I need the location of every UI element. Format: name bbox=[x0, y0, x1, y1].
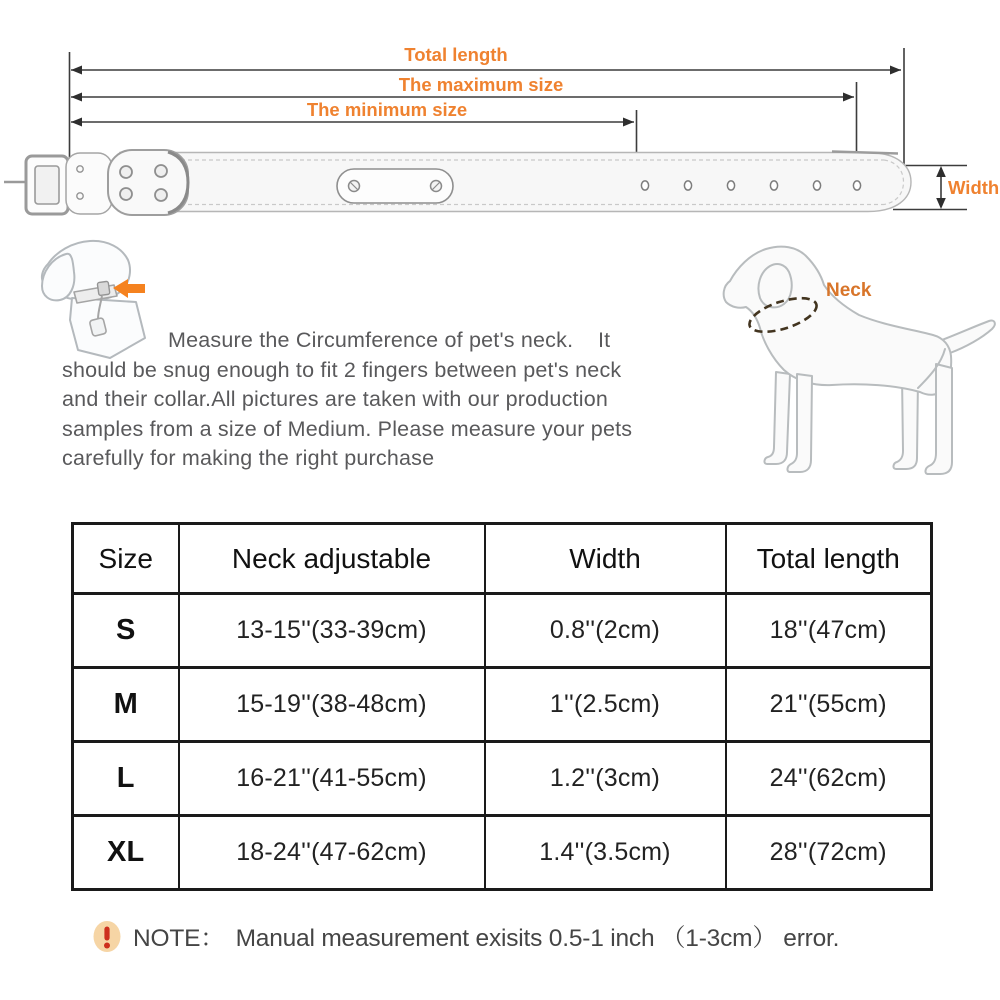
col-header-width: Width bbox=[485, 524, 726, 594]
cell-size: S bbox=[73, 594, 179, 668]
note-text: Manual measurement exisits 0.5-1 inch （1-3cm） error. bbox=[235, 925, 840, 952]
dog-ear bbox=[42, 254, 74, 301]
dog-body bbox=[724, 247, 952, 395]
collar-strap bbox=[120, 153, 911, 212]
col-header-neck-adjustable: Neck adjustable bbox=[179, 524, 485, 594]
cell-neck: 18-24''(47-62cm) bbox=[179, 816, 485, 890]
cell-neck: 15-19''(38-48cm) bbox=[179, 668, 485, 742]
collar-measurement-diagram bbox=[0, 0, 1000, 235]
collar-buckle bbox=[97, 281, 110, 295]
maximum-size-label: The maximum size bbox=[398, 74, 564, 95]
table-row-s bbox=[73, 594, 932, 668]
cell-neck: 13-15''(33-39cm) bbox=[179, 594, 485, 668]
width-label: Width bbox=[948, 177, 1000, 198]
table-header-row bbox=[73, 524, 932, 594]
table-row-m bbox=[73, 668, 932, 742]
cell-total-length: 18''(47cm) bbox=[726, 594, 932, 668]
cell-width: 0.8''(2cm) bbox=[485, 594, 726, 668]
cell-neck: 16-21''(41-55cm) bbox=[179, 742, 485, 816]
col-header-total-length: Total length bbox=[726, 524, 932, 594]
table-row-xl bbox=[73, 816, 932, 890]
instruction-line: Measure the Circumference of pet's neck. It bbox=[168, 328, 611, 352]
cell-total-length: 28''(72cm) bbox=[726, 816, 932, 890]
instruction-text bbox=[62, 326, 752, 474]
collar-illustration bbox=[4, 150, 911, 215]
instruction-line: carefully for making the right purchase bbox=[62, 446, 435, 471]
minimum-size-label: The minimum size bbox=[306, 99, 468, 120]
cell-total-length: 21''(55cm) bbox=[726, 668, 932, 742]
col-header-size: Size bbox=[73, 524, 179, 594]
instruction-line: and their collar.All pictures are taken with our production bbox=[62, 387, 609, 412]
buckle bbox=[4, 150, 188, 215]
instruction-line: samples from a size of Medium. Please measure your pets bbox=[62, 416, 633, 441]
instruction-line: should be snug enough to fit 2 fingers between pet's neck bbox=[62, 357, 622, 382]
table-row-l bbox=[73, 742, 932, 816]
cell-total-length: 24''(62cm) bbox=[726, 742, 932, 816]
size-chart-table bbox=[71, 522, 933, 891]
cell-size: M bbox=[73, 668, 179, 742]
cell-size: L bbox=[73, 742, 179, 816]
cell-width: 1.4''(3.5cm) bbox=[485, 816, 726, 890]
cell-width: 1.2''(3cm) bbox=[485, 742, 726, 816]
total-length-label: Total length bbox=[404, 44, 508, 65]
note-row bbox=[92, 919, 839, 954]
neck-label: Neck bbox=[826, 280, 872, 301]
note-label: NOTE： bbox=[133, 925, 225, 952]
name-plate bbox=[337, 169, 453, 203]
cell-width: 1''(2.5cm) bbox=[485, 668, 726, 742]
dog-front-leg-near bbox=[787, 374, 812, 472]
cell-size: XL bbox=[73, 816, 179, 890]
dog-ear bbox=[758, 264, 791, 307]
dog-illustration bbox=[690, 236, 1000, 498]
dog-front-leg-far bbox=[764, 372, 790, 464]
exclamation-icon bbox=[92, 920, 122, 953]
